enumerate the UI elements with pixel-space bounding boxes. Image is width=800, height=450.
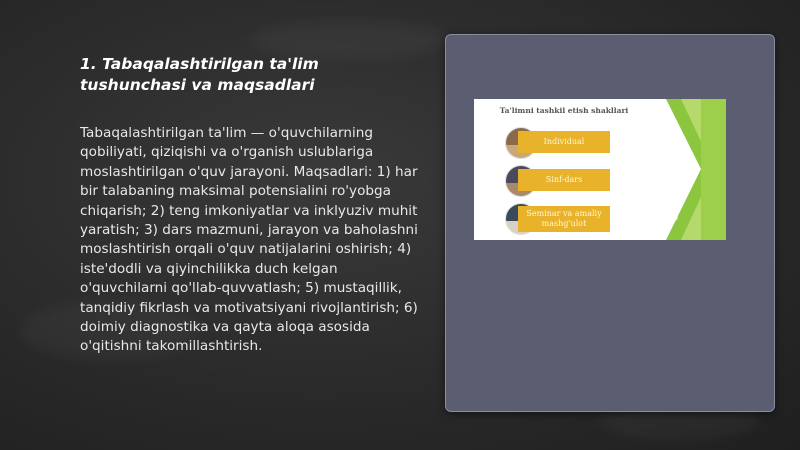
- slide-body-text: Tabaqalashtirilgan ta'lim — o'quvchilarning qobiliyati, qiziqishi va o'rganish uslublariga moslashtirilgan o'quv jarayoni. Maqsadlari: 1) har bir talabaning maksimal potensialini ro'yobga chiqarish; 2) teng imkoniyatlar va inklyuziv muhit yaratish; 3) dars mazmuni, jarayon va baholashni moslashtirish orqali o'quv natijalarini oshirish; 4) iste'dodli va qiyinchilikka duch kelgan o'quvchilarni qo'llab-quvvatlash; 5) mustaqillik, tanqidiy fikrlash va motivatsiyani rivojlantirish; 6) doimiy diagnostika va qayta aloqa asosida o'qitishni takomillashtirish.: [80, 125, 418, 355]
- tick-shape: [664, 137, 678, 146]
- tick-shape: [664, 175, 678, 184]
- form-bar-individual: Individual: [518, 131, 610, 153]
- slide-title: 1. Tabaqalashtirilgan ta'lim tushunchasi va maqsadlari: [80, 55, 319, 94]
- embedded-slide-title: Ta'limni tashkil etish shakllari: [499, 106, 629, 115]
- form-bar-seminar: Seminar va amaliy mashg'ulot: [518, 206, 610, 232]
- tick-shape: [664, 213, 678, 222]
- form-bar-sinf-dars: Sinf-dars: [518, 169, 610, 191]
- green-decoration: [646, 99, 726, 240]
- embedded-slide-image: [474, 99, 726, 240]
